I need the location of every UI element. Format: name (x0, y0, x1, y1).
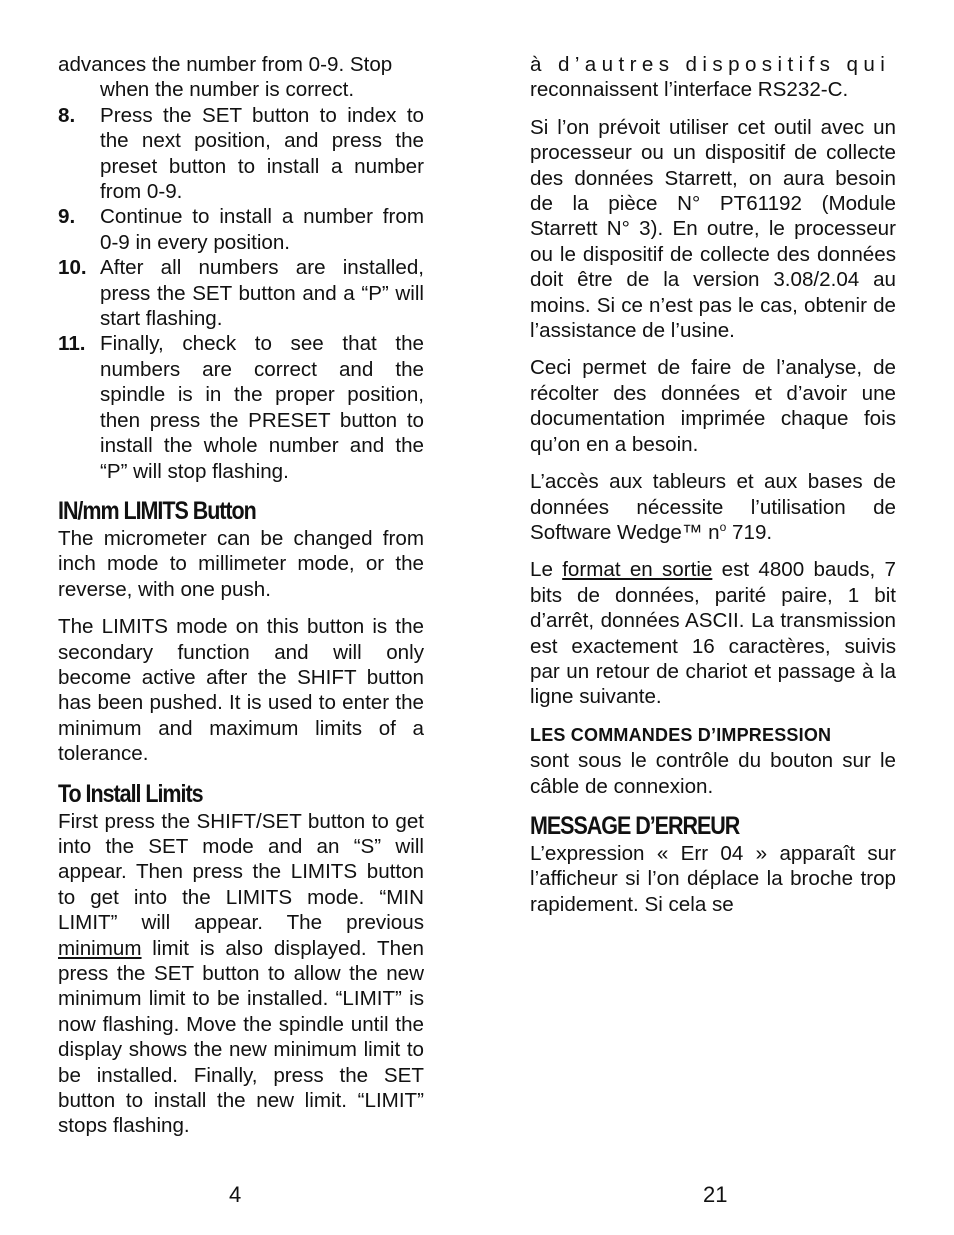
print-commands-caps: LES COMMANDES D’IMPRESSION (530, 724, 832, 745)
install-text-underlined: minimum (58, 936, 142, 960)
list-item (58, 204, 424, 255)
intro-text (58, 52, 424, 103)
step-number: 9. (58, 205, 76, 229)
intro-line-1: advances the number from 0-9. Stop (58, 53, 393, 76)
error-message-paragraph: L’expression « Err 04 » apparaît sur l’afficheur si l’on déplace la broche trop rapidement. Si cela se (530, 841, 896, 916)
print-commands-text: sont sous le contrôle du bouton sur le câble de connexion. (530, 749, 896, 798)
intro-line-2: when the number is correct. (100, 78, 355, 102)
steps-list (58, 103, 424, 484)
list-item (58, 103, 424, 205)
step-number: 10. (58, 256, 87, 280)
analysis-paragraph: Ceci permet de faire de l’analyse, de récolter des données et d’avoir une documentation imprimée chaque fois qu’on en a besoin. (530, 356, 896, 456)
right-column (530, 52, 896, 917)
print-commands-paragraph (530, 722, 896, 799)
step-number: 8. (58, 103, 76, 127)
step-text: After all numbers are installed, press the SET button and a “P” will start flashing. (100, 256, 424, 331)
step-text: Continue to install a number from 0-9 in every position. (100, 205, 424, 254)
output-format-paragraph (530, 557, 896, 709)
continuation-line-2: reconnaissent l’interface RS232-C. (530, 78, 849, 102)
format-text-a: Le (530, 558, 563, 582)
install-limits-heading: To Install Limits (58, 779, 203, 808)
format-text-underlined: format en sortie (562, 558, 713, 582)
step-number: 11. (58, 332, 86, 356)
error-message-heading: MESSAGE D’ERREUR (530, 811, 740, 840)
page-number-left: 4 (229, 1182, 242, 1207)
install-text-b: limit is also displayed. Then press the SET button to allow the new minimum limit to be installed. “LIMIT” is now flashing. Move the spindle until the display shows the new minimum limit to be installed. Finally, press the SET button to install the new limit. “LIMIT” stops flashing. (58, 936, 424, 1138)
list-item (58, 331, 424, 483)
continuation-line-1: à d’autres dispositifs qui (530, 53, 891, 76)
install-text-a: First press the SHIFT/SET button to get into the SET mode and an “S” will appear. Then press the LIMITS button to get into the LIMITS mode. “MIN LIMIT” will appear. The previous (58, 809, 424, 935)
install-limits-paragraph (58, 809, 424, 1139)
format-text-b: est 4800 bauds, 7 bits de données, parité paire, 1 bit d’arrêt, données ASCII. La transmission est exactement 16 caractères, suivis par un retour de chariot et passage à la ligne suivante. (530, 558, 896, 709)
limits-paragraph-2: The LIMITS mode on this button is the secondary function and will only become active after the SHIFT button has been pushed. It is used to enter the minimum and maximum limits of a tolerance. (58, 615, 424, 766)
step-text: Finally, check to see that the numbers are correct and the spindle is in the proper position, then press the PRESET button to install the whole number and the “P” will stop flashing. (100, 332, 424, 483)
software-text-b: 719. (726, 520, 773, 544)
list-item (58, 255, 424, 331)
superscript-o: o (719, 520, 727, 535)
software-paragraph (530, 469, 896, 545)
page-number-right: 21 (703, 1182, 728, 1207)
limits-heading: IN/mm LIMITS Button (58, 496, 256, 525)
continuation-text (530, 52, 896, 103)
limits-paragraph-1: The micrometer can be changed from inch mode to millimeter mode, or the reverse, with one push. (58, 526, 424, 601)
requirements-paragraph: Si l’on prévoit utiliser cet outil avec un processeur ou un dispositif de collecte des données Starrett, on aura besoin de la pièce N° PT61192 (Module Starrett N° 3). En outre, le processeur ou le dispositif de collecte des données doit être de la version 3.08/2.04 au moins. Si ce n’est pas le cas, obtenir de l’assistance de l’usine. (530, 115, 896, 343)
software-text-a: L’accès aux tableurs et aux bases de données nécessite l’utilisation de Software Wedge™ n (530, 470, 896, 544)
left-column (58, 52, 424, 1139)
step-text: Press the SET button to index to the next position, and press the preset button to install a number from 0-9. (100, 103, 424, 204)
